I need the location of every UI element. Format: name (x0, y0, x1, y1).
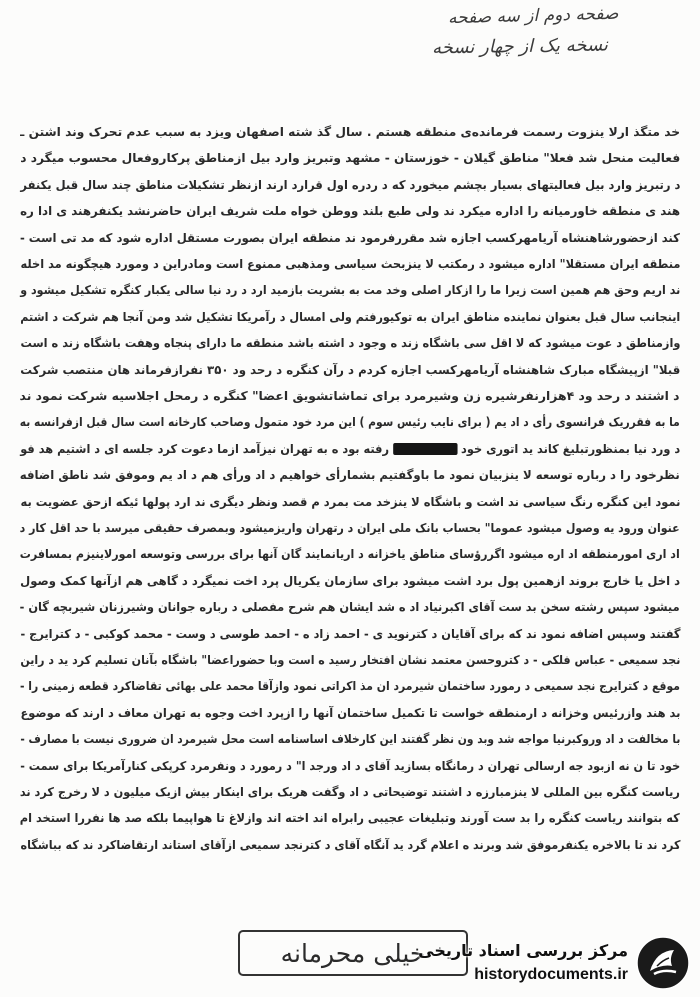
body-line: نظرخود را د رباره توسعه لا ینزبیان نمود ما باوگفتیم بشمارأی خواهیم د اد ورأی هم د اد یم وموفق شد ناطق اضافه (20, 468, 680, 483)
body-line: نجد سمیعی - عباس فلکی - د کتروحسن معتمد نشان افتخار رسید ه است وبا حضوراعضا" باشگاه بآنان تسلیم کرد ید د راین (20, 653, 680, 667)
body-line: موقع د کترایرج نجد سمیعی د رمورد ساختمان شیرمرد ان مذ اکراتی نمود وازآقا محمد علی بهائی تقاضاکرد قطعه زمینی را - (20, 679, 680, 694)
body-line: ریاست کنگره بین المللی لا ینزمبارزه د اشتند توضیحاتی د اد وگفت هریک برای اینکار بیش ازیک میلیون د لا رخرج کرد ند (20, 785, 680, 799)
watermark-url: historydocuments.ir (474, 966, 628, 983)
body-line-segment: رفته بود ه به تهران نیزآمد ازما دعوت کرد جلسه ای د اشتیم هد فو (20, 441, 389, 456)
body-line: منطقه ایران مستقلا" اداره میشود د رمکتب لا ینزبحث سیاسی ومذهبی ممنوع است ومادراین د ومورد هیچگونه مد اخله (20, 257, 680, 271)
body-line: وازمناطق د عوت میشود که لا اقل سی باشگاه زند ه وجود د اشته باشد منطقه ما دارای پنجاه وهفت باشگاه زند ه است (20, 336, 680, 351)
body-line: ما به فقرریک فرانسوی رأی د اد یم ( برای نایب رئیس سوم ) این مرد خود متمول وصاحب کارخانه است سال قبل ازفرانسه به (20, 415, 680, 430)
body-line: قبلا" ازپیشگاه مبارک شاهنشاه آریامهرکسب اجازه کردم د رآن کنگره د رحد ود ۳۵۰ نفرازفرماند هان منتصب شرکت (20, 362, 680, 377)
body-line: د اخل یا خارج بروند ازهمین پول برد اشت میشود برای سازمان یکریال پرد اخت نمیگرد د گاهی هم ازآنها کمک وصول (20, 573, 680, 588)
body-line: ند اریم وحق هم همین است زیرا ما را ازکار اصلی وخد مت به بشریت بازمید ارد د رد نیا سالی یکبار کنگره تشکیل میشود و (20, 283, 680, 298)
body-line-segment: د ورد نیا بمنظورتبلیغ کاند ید اتوری خود (460, 441, 680, 456)
body-line: با مخالفت د اد وروکبرنیا مواجه شد وبد ون نظر گفتند این کارخلاف اساسنامه است محل شیرمرد ان ضروری نیست با مصارف - (20, 732, 680, 747)
stamp-text: خیلی محرمانه (280, 938, 426, 968)
body-line: عنوان ورود یه وصول میشود عموما" بحساب بانک ملی ایران د رتهران واریزمیشود وبمصرف حقیقی میرسد با حد اقل کار د (20, 521, 680, 535)
body-line: میشود سپس رشته سخن بد ست آقای اکبرنیاد اد ه شد ایشان هم شرح مفصلی د رباره جوانان وشیرزنان شیربچه گان - (20, 600, 680, 615)
body-line: د اشتند د رحد ود ۴هزارنفرشیره زن وشیرمرد برای تماشاتشویق اعضا" کنگره د رمحل اجلاسیه شرکت نمود ند (20, 389, 680, 403)
redaction-bar (393, 443, 457, 455)
body-line-with-redaction (20, 439, 680, 459)
archive-scroll-icon (636, 936, 690, 990)
body-line: که بتوانند ریاست کنگره را بد ست آورند وتبلیغات عجیبی رابراه اند اخته اند وازلاغ تا هواپیما بلکه صد ها نفررا استخد ام (20, 811, 680, 826)
body-line: خود تا ن نه ازبود جه ارسالی تهران د رمانگاه بسازید آقای د اد ورجد ا" د رمورد د ونفرمرد کرپکی کنارآمریکا برای سمت - (20, 758, 680, 773)
body-line: هند ی منطقه خاورمیانه را اداره میکرد ند ولی طبع بلند ووطن خواه ملت شریف ایران حاضرنشد یکنفرهند ی ادا ره (20, 204, 680, 219)
body-line: نمود این کنگره رنگ سیاسی ند اشت و باشگاه لا ینزخد مت بمرد م قصد ونظر دیگری ند ارد پولها ئیکه ازحق عضویت به (20, 494, 680, 509)
body-line: گفتند وسپس اضافه نمود ند که برای آقایان د کترنوید ی - احمد زاد ه - احمد طوسی د وست - محمد کوکبی - د کترایرج - (20, 626, 680, 641)
handwritten-copy-note: نسخه یک از چهار نسخه (431, 34, 609, 59)
body-line: کرد ند تا بالاخره یکنفرموفق شد وبرند ه اعلام گرد ید آنگاه آقای د کترنجد سمیعی ازآقای استاند ارتقاضاکرد ند که بباشگاه (20, 837, 680, 852)
body-line: اینجانب سال قبل بعنوان نماینده مناطق ایران به توکیورفتم ولی امسال د رآمریکا تشکیل شد ومن آنجا هم شرکت د اشتم (20, 309, 680, 324)
watermark-title: مرکز بررسی اسناد تاریخی (418, 941, 628, 960)
handwritten-page-note: صفحه دوم از سه صفحه (447, 3, 619, 29)
body-line: فعالیت منحل شد فعلا" مناطق گیلان - خوزستان - مشهد وتبریز وارد بیل ازمناطق پرکاروفعال محسوب میگرد د (20, 151, 680, 166)
body-line: اد اری امورمنطقه اد اره میشود اگررؤسای مناطق یاخزانه د اریانمایند گان آنها برای بررسی وتوسعه امورلاینیزم بمسافرت (20, 547, 680, 562)
body-line: کند ازحضورشاهنشاه آریامهرکسب اجازه شد مقررفرمود ند منطقه ایران بصورت مستقل اداره شود که مد تی است - (20, 230, 680, 245)
body-line: خد متگذ ارلا ینزوت رسمت فرمانده‌ی منطقه هستم . سال گذ شته اصفهان ویزد به سبب عدم تحرک وند اشتن ـ (20, 125, 680, 139)
body-line: د رتبریز وارد بیل فعالیتهای بسیار بچشم میخورد که د ردره اول قرارد ارند ازنظر تشکیلات مناطق چند سال قبل یکنفر (20, 177, 680, 192)
body-line: بد هند وازرئیس وخزانه د ارمنطقه خواست تا تکمیل ساختمان آنها را ازپرد اخت وجوه به تهران معاف د ارند که موضوع (20, 705, 680, 720)
